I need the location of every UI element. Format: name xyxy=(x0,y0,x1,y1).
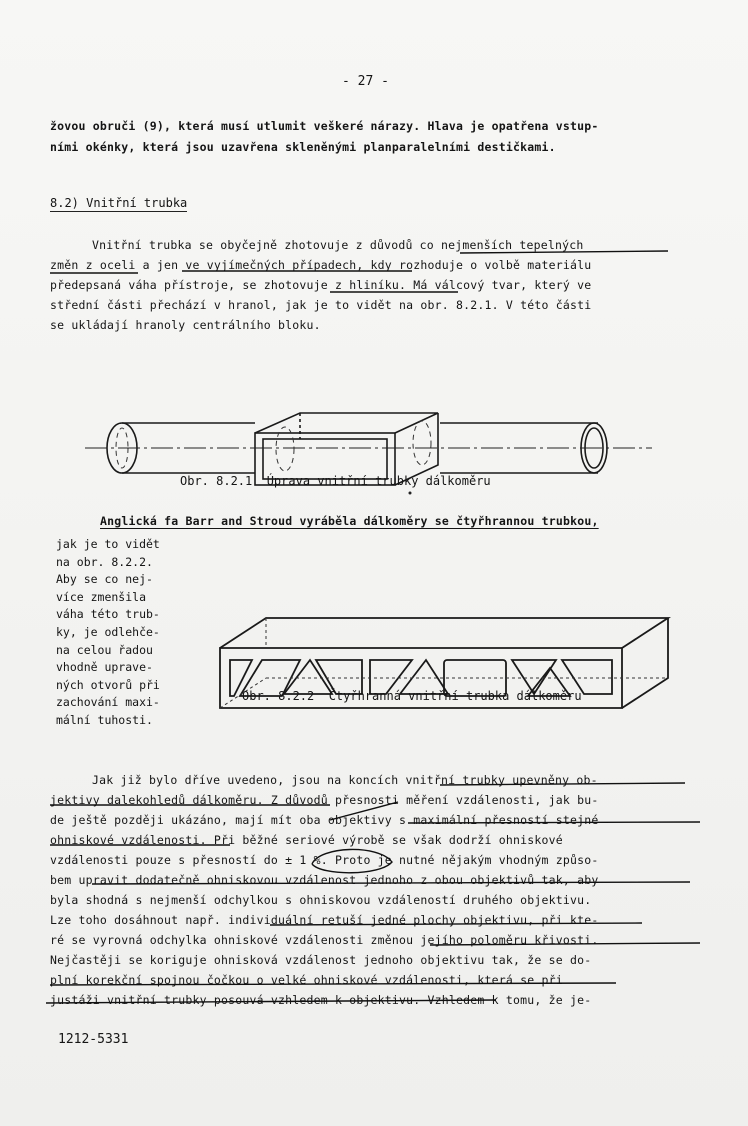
final-line-4: ohniskové vzdálenosti. Při běžné seriové výrobě se však dodrží ohniskové xyxy=(50,833,563,847)
barr-line: ky, je odlehče- xyxy=(56,624,160,639)
section-line-1: Vnitřní trubka se obyčejně zhotovuje z důvodů co nejmenších tepelných xyxy=(92,238,584,252)
barr-line: na obr. 8.2.2. xyxy=(56,554,153,569)
section-line-3: předepsaná váha přístroje, se zhotovuje z hliníku. Má válcový tvar, který ve xyxy=(50,278,592,292)
final-line-8: Lze toho dosáhnout např. individuální retuší jedné plochy objektivu, při kte- xyxy=(50,913,599,927)
final-line-7: byla shodná s nejmenší odchylkou s ohniskovou vzdáleností druhého objektivu. xyxy=(50,893,592,907)
intro-line-1: žovou obruči (9), která musí utlumit veškeré nárazy. Hlava je opatřena vstup- xyxy=(50,119,599,133)
barr-line: ných otvorů při xyxy=(56,677,160,692)
section-line-2: změn z oceli a jen ve vyjímečných případech, kdy rozhoduje o volbě materiálu xyxy=(50,258,592,272)
barr-line: mální tuhosti. xyxy=(56,712,153,727)
barr-line: více zmenšila xyxy=(56,589,147,604)
section-heading: 8.2) Vnitřní trubka xyxy=(50,196,188,210)
final-line-5: vzdálenosti pouze s přesností do ± 1 %. Proto je nutné nějakým vhodným způso- xyxy=(50,853,599,867)
final-line-10: Nejčastěji se koriguje ohnisková vzdálenost jednoho objektivu tak, že se do- xyxy=(50,953,592,967)
final-line-9: ré se vyrovná odchylka ohniskové vzdálenosti změnou jejího poloměru křivosti. xyxy=(50,933,599,947)
page-number: - 27 - xyxy=(342,74,389,89)
barr-line: zachování maxi- xyxy=(56,695,160,710)
final-line-11: plní korekční spojnou čočkou o velké ohniskové vzdálenosti, která se při xyxy=(50,973,563,987)
figure1-caption-text: Obr. 8.2.1 Úprava vnitřní trubky dálkoměru xyxy=(180,474,491,488)
final-line-3: de ještě později ukázáno, mají mít oba objektivy s maximální přesností stejné xyxy=(50,813,599,827)
section-line-4: střední části přechází v hranol, jak je to vidět na obr. 8.2.1. V této části xyxy=(50,298,592,312)
final-line-6: bem upravit dodatečně ohniskovou vzdálenost jednoho z obou objektivů tak, aby xyxy=(50,873,599,887)
barr-line: jak je to vidět xyxy=(56,537,160,551)
barr-line: na celou řadou xyxy=(56,642,153,657)
section-line-5: se ukládají hranoly centrálního bloku. xyxy=(50,318,321,332)
figure2-caption-text: Obr. 8.2.2 Čtyřhranná vnitřní trubka dálkoměru xyxy=(242,689,582,703)
final-line-1: Jak již bylo dříve uvedeno, jsou na koncích vnitřní trubky upevněny ob- xyxy=(92,773,598,787)
intro-line-2: ními okénky, která jsou uzavřena skleněnými planparalelními destičkami. xyxy=(50,140,556,154)
barr-line: Aby se co nej- xyxy=(56,572,153,587)
final-line-2: jektivy dalekohledů dálkoměru. Z důvodů přesnosti měření vzdálenosti, jak bu- xyxy=(50,793,599,807)
barr-line: vhodně uprave- xyxy=(56,660,153,675)
barr-line: váha této trub- xyxy=(56,607,160,622)
barr-first-line: Anglická fa Barr and Stroud vyráběla dálkoměry se čtyřhrannou trubkou, xyxy=(100,514,599,528)
final-line-12: justáži vnitřní trubky posouvá vzhledem k objektivu. Vzhledem k tomu, že je- xyxy=(50,993,592,1007)
document-number: 1212-5331 xyxy=(58,1032,129,1047)
